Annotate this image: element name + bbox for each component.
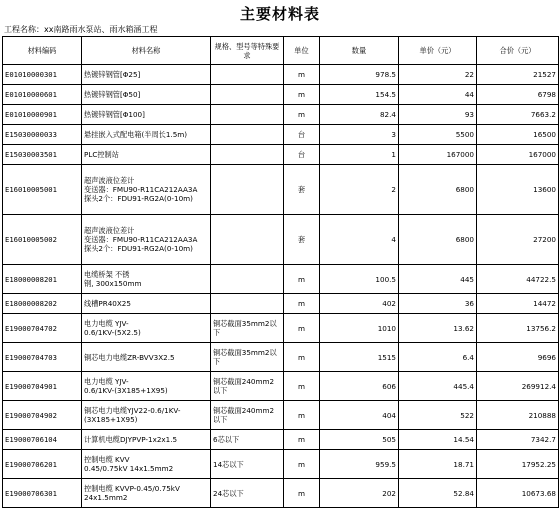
cell-code: E18000008202: [3, 294, 82, 314]
cell-qty: 959.5: [320, 450, 399, 479]
cell-total: 210888: [477, 401, 559, 430]
cell-price: 445.4: [399, 372, 477, 401]
table-row: [3, 314, 559, 343]
table-row: [3, 343, 559, 372]
cell-unit: m: [284, 314, 320, 343]
cell-qty: 1010: [320, 314, 399, 343]
table-row: [3, 294, 559, 314]
cell-name: 计算机电缆DJYPVP-1x2x1.5: [82, 430, 211, 450]
cell-qty: 3: [320, 125, 399, 145]
cell-spec: [211, 165, 284, 215]
cell-code: E19000706104: [3, 430, 82, 450]
cell-qty: 154.5: [320, 85, 399, 105]
cell-code: E01010000601: [3, 85, 82, 105]
cell-name: 超声波液位差计 变送器：FMU90-R11CA212AA3A 探头2个：FDU91-RG2A(0-10m): [82, 165, 211, 215]
table-header-row: [3, 37, 559, 65]
cell-spec: [211, 215, 284, 265]
cell-code: E18000008201: [3, 265, 82, 294]
cell-price: 13.62: [399, 314, 477, 343]
cell-qty: 606: [320, 372, 399, 401]
cell-unit: m: [284, 343, 320, 372]
cell-name: 悬挂嵌入式配电箱(半周长1.5m): [82, 125, 211, 145]
cell-total: 13600: [477, 165, 559, 215]
cell-name: 线槽PR40X25: [82, 294, 211, 314]
cell-price: 44: [399, 85, 477, 105]
cell-code: E19000704901: [3, 372, 82, 401]
cell-qty: 1: [320, 145, 399, 165]
cell-name: 铜芯电力电缆YJV22-0.6/1KV- (3X185+1X95): [82, 401, 211, 430]
cell-total: 21527: [477, 65, 559, 85]
table-row: [3, 165, 559, 215]
cell-name: 热镀锌钢管[Φ100]: [82, 105, 211, 125]
col-header-code: 材料编码: [3, 37, 82, 65]
cell-total: 269912.4: [477, 372, 559, 401]
cell-qty: 1515: [320, 343, 399, 372]
table-row: [3, 401, 559, 430]
cell-code: E15030000033: [3, 125, 82, 145]
cell-code: E19000704703: [3, 343, 82, 372]
cell-price: 6.4: [399, 343, 477, 372]
cell-spec: 铜芯截面35mm2以 下: [211, 343, 284, 372]
cell-qty: 404: [320, 401, 399, 430]
cell-name: 电力电缆 YJV- 0.6/1KV-(5X2.5): [82, 314, 211, 343]
cell-unit: 套: [284, 215, 320, 265]
cell-total: 7663.2: [477, 105, 559, 125]
cell-total: 9696: [477, 343, 559, 372]
col-header-total: 合价（元）: [477, 37, 559, 65]
project-name: 工程名称：xx南路雨水泵站、雨水箱涵工程: [4, 25, 158, 34]
cell-total: 14472: [477, 294, 559, 314]
cell-qty: 2: [320, 165, 399, 215]
table-row: [3, 479, 559, 508]
col-header-qty: 数量: [320, 37, 399, 65]
cell-qty: 82.4: [320, 105, 399, 125]
cell-total: 13756.2: [477, 314, 559, 343]
cell-qty: 100.5: [320, 265, 399, 294]
cell-unit: 套: [284, 165, 320, 215]
cell-code: E16010005002: [3, 215, 82, 265]
cell-unit: m: [284, 479, 320, 508]
cell-spec: 6芯以下: [211, 430, 284, 450]
cell-unit: m: [284, 430, 320, 450]
cell-price: 52.84: [399, 479, 477, 508]
cell-code: E01010000901: [3, 105, 82, 125]
table-row: [3, 105, 559, 125]
cell-qty: 202: [320, 479, 399, 508]
cell-unit: m: [284, 105, 320, 125]
cell-code: E15030003501: [3, 145, 82, 165]
cell-spec: 铜芯截面240mm2 以下: [211, 372, 284, 401]
cell-unit: m: [284, 294, 320, 314]
cell-name: 热镀锌钢管[Φ25]: [82, 65, 211, 85]
cell-spec: [211, 294, 284, 314]
cell-unit: m: [284, 372, 320, 401]
cell-price: 36: [399, 294, 477, 314]
cell-price: 18.71: [399, 450, 477, 479]
cell-spec: 铜芯截面240mm2 以下: [211, 401, 284, 430]
cell-code: E01010000301: [3, 65, 82, 85]
cell-code: E19000704702: [3, 314, 82, 343]
cell-price: 93: [399, 105, 477, 125]
cell-qty: 978.5: [320, 65, 399, 85]
cell-spec: [211, 145, 284, 165]
cell-total: 10673.68: [477, 479, 559, 508]
cell-name: 控制电缆 KVV 0.45/0.75kV 14x1.5mm2: [82, 450, 211, 479]
cell-price: 522: [399, 401, 477, 430]
cell-price: 445: [399, 265, 477, 294]
cell-spec: [211, 265, 284, 294]
cell-price: 14.54: [399, 430, 477, 450]
cell-unit: m: [284, 65, 320, 85]
col-header-unit: 单位: [284, 37, 320, 65]
cell-spec: 24芯以下: [211, 479, 284, 508]
cell-total: 167000: [477, 145, 559, 165]
cell-spec: 14芯以下: [211, 450, 284, 479]
cell-name: 电缆桥架 不锈 钢, 300x150mm: [82, 265, 211, 294]
cell-code: E19000706201: [3, 450, 82, 479]
cell-spec: 铜芯截面35mm2以 下: [211, 314, 284, 343]
cell-price: 167000: [399, 145, 477, 165]
cell-qty: 505: [320, 430, 399, 450]
cell-name: 超声波液位差计 变送器：FMU90-R11CA212AA3A 探头2个：FDU91-RG2A(0-10m): [82, 215, 211, 265]
cell-unit: m: [284, 85, 320, 105]
cell-spec: [211, 65, 284, 85]
materials-table: [2, 36, 559, 508]
cell-spec: [211, 125, 284, 145]
cell-unit: m: [284, 265, 320, 294]
cell-unit: 台: [284, 145, 320, 165]
cell-name: 控制电缆 KVVP-0.45/0.75kV 24x1.5mm2: [82, 479, 211, 508]
col-header-name: 材料名称: [82, 37, 211, 65]
table-row: [3, 145, 559, 165]
cell-spec: [211, 105, 284, 125]
cell-total: 6798: [477, 85, 559, 105]
table-row: [3, 430, 559, 450]
page-title: 主要材料表: [239, 5, 320, 23]
table-row: [3, 215, 559, 265]
cell-unit: 台: [284, 125, 320, 145]
cell-unit: m: [284, 450, 320, 479]
table-row: [3, 265, 559, 294]
col-header-spec: 规格、型号等特殊要求: [211, 37, 284, 65]
cell-total: 17952.25: [477, 450, 559, 479]
cell-spec: [211, 85, 284, 105]
cell-total: 16500: [477, 125, 559, 145]
cell-name: 热镀锌钢管[Φ50]: [82, 85, 211, 105]
table-row: [3, 450, 559, 479]
cell-price: 6800: [399, 215, 477, 265]
cell-name: PLC控制站: [82, 145, 211, 165]
cell-price: 5500: [399, 125, 477, 145]
cell-qty: 402: [320, 294, 399, 314]
cell-total: 44722.5: [477, 265, 559, 294]
cell-name: 电力电缆 YJV- 0.6/1KV-(3X185+1X95): [82, 372, 211, 401]
table-row: [3, 85, 559, 105]
cell-unit: m: [284, 401, 320, 430]
cell-price: 6800: [399, 165, 477, 215]
table-row: [3, 372, 559, 401]
cell-qty: 4: [320, 215, 399, 265]
col-header-price: 单价（元）: [399, 37, 477, 65]
cell-total: 7342.7: [477, 430, 559, 450]
cell-code: E16010005001: [3, 165, 82, 215]
cell-total: 27200: [477, 215, 559, 265]
cell-name: 铜芯电力电缆ZR-BVV3X2.5: [82, 343, 211, 372]
table-row: [3, 65, 559, 85]
cell-code: E19000704902: [3, 401, 82, 430]
cell-code: E19000706301: [3, 479, 82, 508]
cell-price: 22: [399, 65, 477, 85]
table-row: [3, 125, 559, 145]
